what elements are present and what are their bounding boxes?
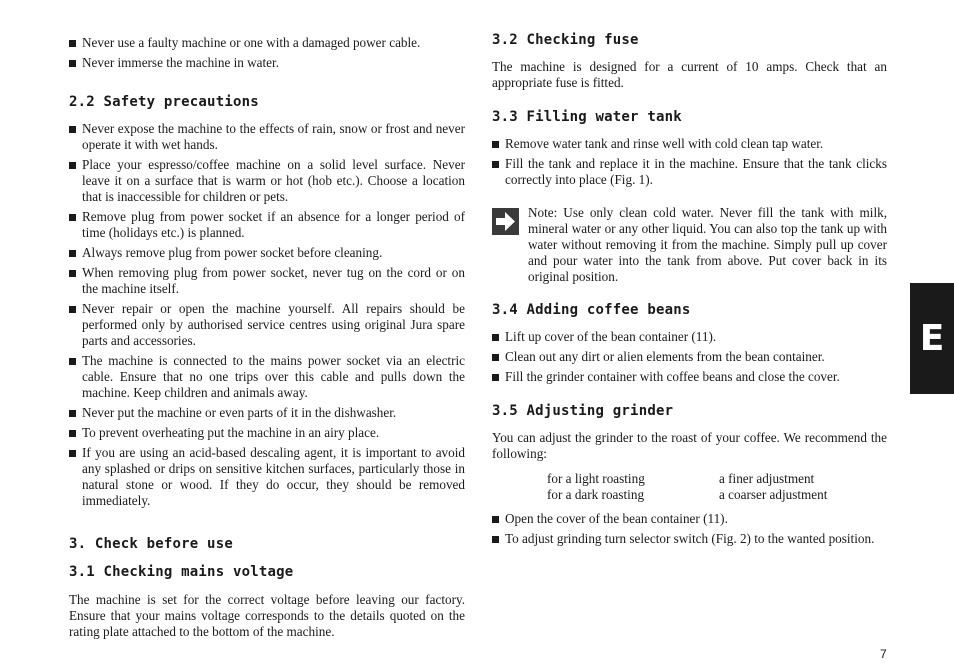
list-item: When removing plug from power socket, never tug on the cord or on the machine itself. [69, 265, 465, 297]
section-heading-beans: 3.4 Adding coffee beans [492, 302, 691, 318]
grinder-bullet-list [492, 511, 887, 551]
tank-bullet-list [492, 136, 887, 192]
roast-row [547, 471, 827, 487]
list-item: To prevent overheating put the machine in an airy place. [69, 425, 465, 441]
fuse-paragraph: The machine is designed for a current of 10 amps. Check that an appropriate fuse is fitted. [492, 59, 887, 90]
section-heading-grinder: 3.5 Adjusting grinder [492, 403, 674, 419]
roast-table [547, 471, 827, 503]
list-item: Always remove plug from power socket before cleaning. [69, 245, 465, 261]
list-item: Never put the machine or even parts of it in the dishwasher. [69, 405, 465, 421]
section-heading-check: 3. Check before use [69, 536, 233, 552]
list-item: Fill the grinder container with coffee beans and close the cover. [492, 369, 887, 385]
safety-bullet-list [69, 121, 465, 513]
voltage-paragraph: The machine is set for the correct voltage before leaving our factory. Ensure that your mains voltage corresponds to the details quoted on the rating plate attached to the bottom of the machine. [69, 592, 465, 639]
list-item: Fill the tank and replace it in the machine. Ensure that the tank clicks correctly into place (Fig. 1). [492, 156, 887, 188]
list-item: Never repair or open the machine yourself. All repairs should be performed only by authorised service centres using original Jura spare parts and accessories. [69, 301, 465, 349]
section-heading-voltage: 3.1 Checking mains voltage [69, 564, 294, 580]
list-item: To adjust grinding turn selector switch (Fig. 2) to the wanted position. [492, 531, 887, 547]
list-item: Lift up cover of the bean container (11). [492, 329, 887, 345]
list-item: Remove plug from power socket if an absence for a longer period of time (holidays etc.) is planned. [69, 209, 465, 241]
intro-bullet-list [69, 35, 465, 75]
beans-bullet-list [492, 329, 887, 389]
note-text: Note: Use only clean cold water. Never fill the tank with milk, mineral water or any other liquid. You can also top the tank up with water without removing it from the machine. Simply pull up cover and pour water into the tank from above. Put cover back in its original position. [528, 205, 887, 284]
roast-type: for a dark roasting [547, 487, 645, 502]
list-item: The machine is connected to the mains power socket via an electric cable. Ensure that no one trips over this cable and pulls down the machine. Keep children and animals away. [69, 353, 465, 401]
roast-setting: a finer adjustment [719, 471, 815, 486]
section-heading-fuse: 3.2 Checking fuse [492, 32, 639, 48]
page-number: 7 [880, 647, 887, 661]
list-item: Remove water tank and rinse well with cold clean tap water. [492, 136, 887, 152]
roast-setting: a coarser adjustment [719, 487, 828, 502]
list-item: Never use a faulty machine or one with a damaged power cable. [69, 35, 465, 51]
language-tab-label: E [919, 318, 945, 359]
list-item: Never expose the machine to the effects of rain, snow or frost and never operate it with wet hands. [69, 121, 465, 153]
section-heading-safety: 2.2 Safety precautions [69, 94, 259, 110]
section-heading-tank: 3.3 Filling water tank [492, 109, 682, 125]
roast-row [547, 487, 827, 503]
list-item: Clean out any dirt or alien elements from the bean container. [492, 349, 887, 365]
list-item: If you are using an acid-based descaling agent, it is important to avoid any splashed or drips on sensitive kitchen surfaces, particularly those in natural stone or wood. If they do occur, they should be removed immediately. [69, 445, 465, 509]
grinder-paragraph: You can adjust the grinder to the roast of your coffee. We recommend the following: [492, 430, 887, 461]
language-tab [910, 283, 954, 394]
list-item: Open the cover of the bean container (11). [492, 511, 887, 527]
list-item: Never immerse the machine in water. [69, 55, 465, 71]
list-item: Place your espresso/coffee machine on a solid level surface. Never leave it on a surface that is warm or hot (hob etc.). Choose a location that is inaccessible for children or pets. [69, 157, 465, 205]
arrow-right-icon [492, 208, 519, 235]
roast-type: for a light roasting [547, 471, 645, 486]
